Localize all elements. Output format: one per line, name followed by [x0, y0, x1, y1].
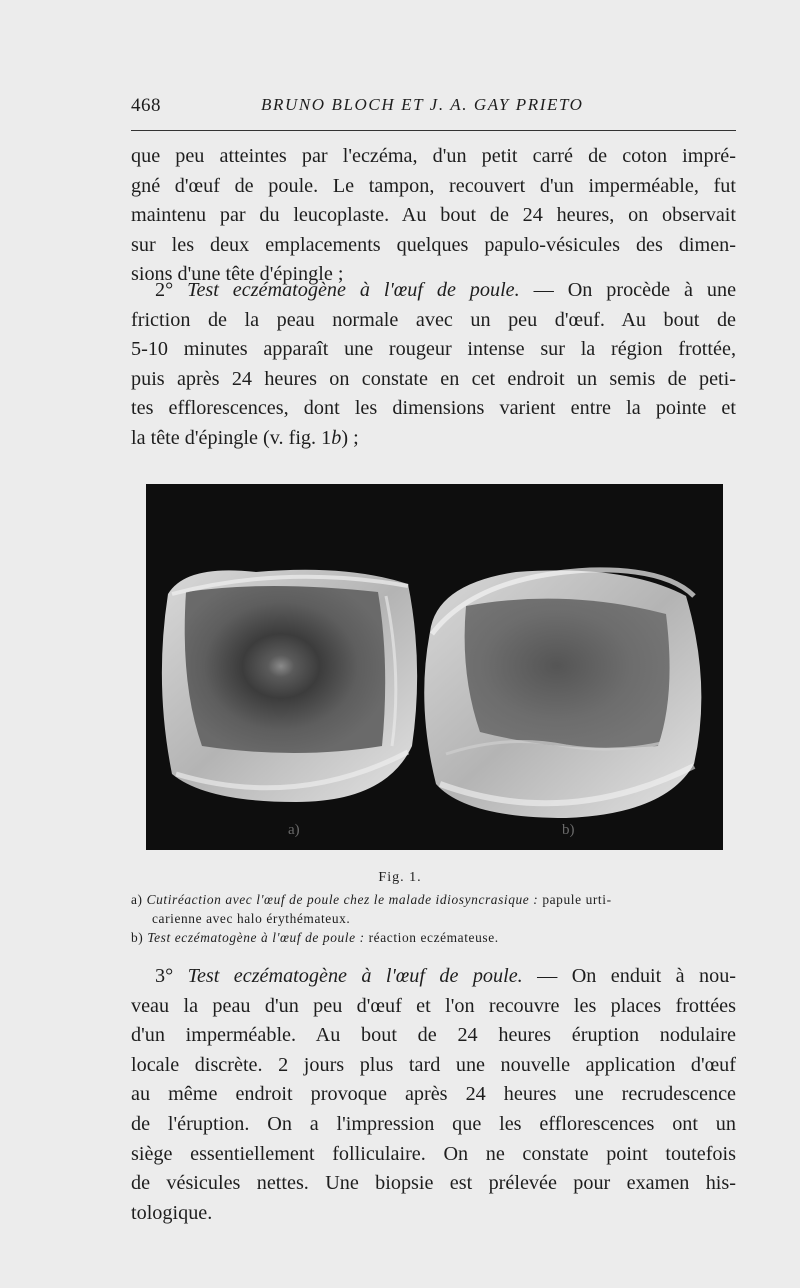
text-line: tes efflorescences, dont les dimensions varient entre la pointe et: [131, 397, 736, 420]
caption-a-label: a): [131, 892, 143, 907]
patch-a: [162, 570, 417, 802]
text-line: 5-10 minutes apparaît une rougeur intense sur la région frottée,: [131, 338, 736, 361]
text-line: siège essentiellement folliculaire. On ne constate point toutefois: [131, 1142, 736, 1165]
text-line: puis après 24 heures on constate en cet endroit un semis de peti-: [131, 367, 736, 390]
text-line: au même endroit provoque après 24 heures une recrudescence: [131, 1083, 736, 1106]
caption-b: [131, 928, 736, 947]
text-line: locale discrète. 2 jours plus tard une nouvelle application d'œuf: [131, 1053, 736, 1076]
running-head: BRUNO BLOCH ET J. A. GAY PRIETO: [261, 95, 584, 114]
photo-label-a: a): [288, 822, 300, 838]
caption-a-continuation: carienne avec halo érythémateux.: [152, 911, 351, 926]
caption-b-italic: Test eczématogène à l'œuf de poule :: [147, 930, 365, 945]
text-run: — On procède à une: [533, 279, 737, 301]
caption-a-italic: Cutiréaction avec l'œuf de poule chez le malade idiosyncrasique :: [146, 892, 539, 907]
section-heading-line: [131, 962, 736, 992]
text-line: [131, 424, 736, 454]
figure-photograph: [146, 484, 723, 850]
paragraph-3: [131, 962, 736, 1228]
text-line: que peu atteintes par l'eczéma, d'un petit carré de coton impré-: [131, 145, 736, 167]
page-header: [131, 95, 736, 121]
text-line: veau la peau d'un peu d'œuf et l'on recouvre les places frottées: [131, 994, 736, 1017]
text-line: tologique.: [131, 1201, 213, 1224]
paragraph-2: [131, 276, 736, 454]
text-line: gné d'œuf de poule. Le tampon, recouvert d'un imperméable, fut: [131, 174, 736, 197]
section-title: Test eczématogène à l'œuf de poule.: [187, 965, 523, 987]
caption-b-rest: réaction eczémateuse.: [368, 930, 499, 945]
caption-a: [131, 890, 736, 909]
text-run: la tête d'épingle (v. fig. 1: [131, 426, 332, 449]
section-number: 2°: [155, 279, 174, 301]
text-line: sur les deux emplacements quelques papulo-vésicules des dimen-: [131, 233, 736, 256]
text-line: de vésicules nettes. Une biopsie est prélevée pour examen his-: [131, 1172, 736, 1195]
photo-illustration: [146, 484, 723, 850]
text-line: sions d'une tête d'épingle ;: [131, 263, 344, 286]
patch-b: [424, 570, 701, 818]
section-number: 3°: [155, 965, 174, 987]
section-title: Test eczématogène à l'œuf de poule.: [187, 279, 520, 301]
text-run: — On enduit à nou-: [537, 965, 737, 987]
caption-b-label: b): [131, 930, 144, 945]
photo-label-b: b): [562, 822, 575, 838]
header-rule: [131, 130, 736, 131]
paragraph-1: [131, 142, 736, 290]
text-line: maintenu par du leucoplaste. Au bout de 24 heures, on observait: [131, 204, 736, 227]
figure-caption-title: Fig. 1.: [378, 870, 422, 885]
section-heading-line: [131, 276, 736, 306]
text-run: ) ;: [341, 426, 359, 449]
text-line: de l'éruption. On a l'impression que les efflorescences ont un: [131, 1112, 736, 1135]
text-line: d'un imperméable. Au bout de 24 heures éruption nodulaire: [131, 1024, 736, 1047]
text-line: friction de la peau normale avec un peu d'œuf. Au bout de: [131, 308, 736, 331]
caption-a-rest: papule urti-: [542, 892, 612, 907]
figure-reference: b: [331, 426, 342, 449]
page-number: 468: [131, 95, 161, 116]
